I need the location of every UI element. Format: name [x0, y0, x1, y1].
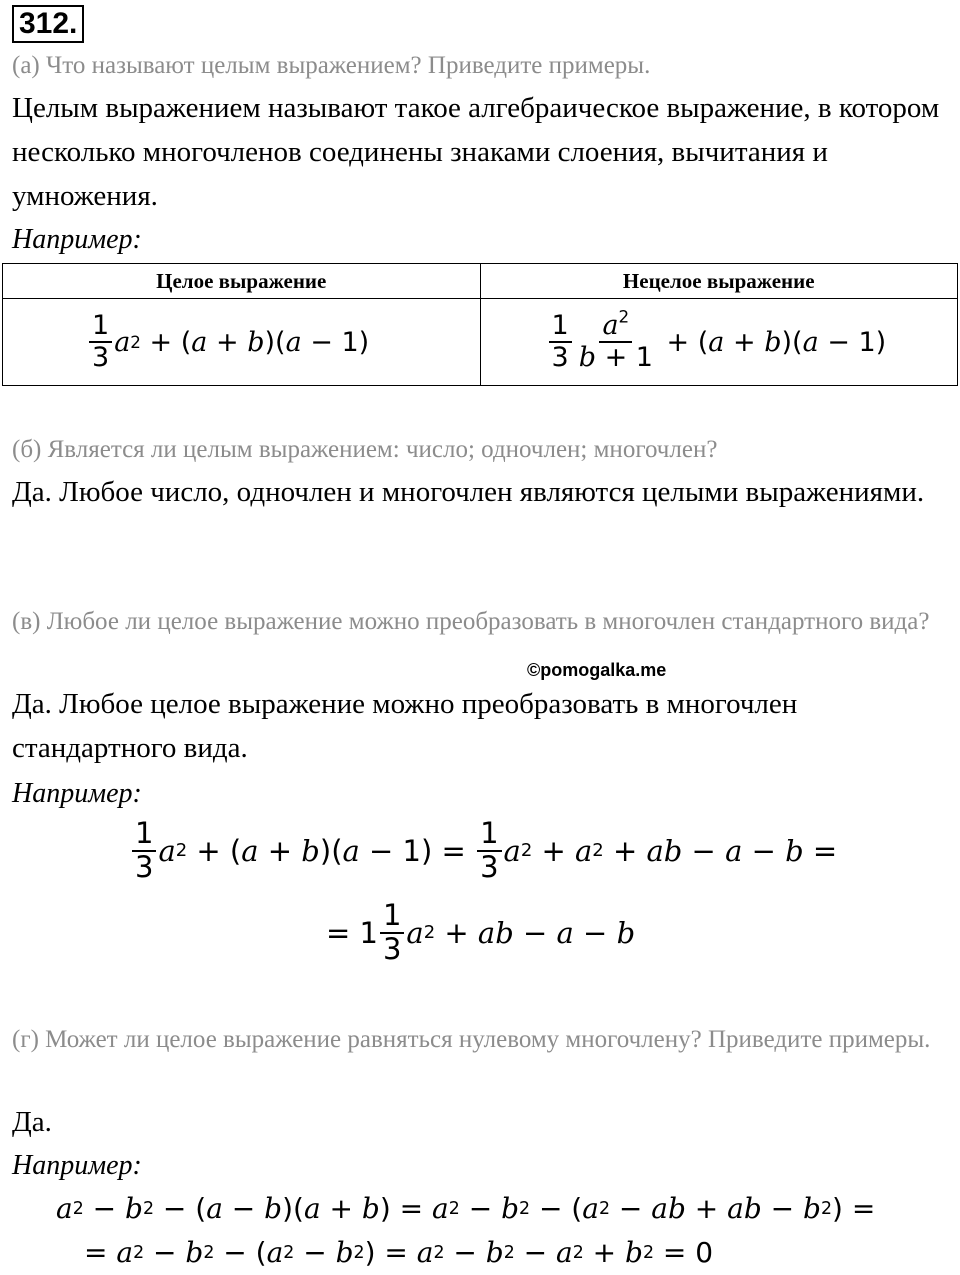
question-a: (а) Что называют целым выражением? Приведите примеры. [12, 52, 651, 79]
comparison-table [2, 263, 958, 386]
equation-d-line-2: = a 2 − b 2 − ( a 2 − b 2 ) = a 2 − b 2 − a 2 + b 2 = 0 [84, 1236, 714, 1269]
question-b: (б) Является ли целым выражением: число; одночлен; многочлен? [12, 436, 718, 463]
equation-c-line-2: = 1 $\frac{1}{3}$ a 2 + ab − a − b [326, 898, 636, 966]
example-label-c: Например: [12, 778, 142, 809]
table-cell-whole-expression: $\frac{1}{3}$ a 2 + ( a + b )( a − 1) [3, 299, 481, 386]
answer-d: Да. [12, 1106, 52, 1138]
answer-b: Да. Любое число, одночлен и многочлен являются целыми выражениями. [12, 476, 925, 508]
table-header-whole: Целое выражение [3, 264, 481, 299]
example-label-d: Например: [12, 1150, 142, 1181]
watermark: ©pomogalka.me [527, 660, 667, 680]
equation-c-line-1: $\frac{1}{3}$ a 2 + ( a + b )( a − 1) = $\frac{1}{3}$ a 2 + a 2 + ab − a − b = [130, 818, 837, 884]
equation-d-line-1: a 2 − b 2 − ( a − b )( a + b ) = a 2 − b 2 − ( a 2 − ab + ab − b 2 ) = [56, 1192, 876, 1225]
answer-a: Целым выражением называют такое алгебраическое выражение, в котором несколько многочленов соединены знаками слоения, вычитания и умножения. [12, 92, 940, 212]
example-label-a: Например: [12, 224, 142, 255]
table-header-non-whole: Нецелое выражение [480, 264, 958, 299]
answer-c: Да. Любое целое выражение можно преобразовать в многочлен стандартного вида. [12, 688, 798, 764]
problem-number: 312. [12, 5, 84, 43]
table-cell-non-whole-expression: $\frac{1}{3}$ $\frac{a^2}{b + 1}$ + ( a + b )( a − 1) [480, 299, 958, 386]
question-c: (в) Любое ли целое выражение можно преобразовать в многочлен стандартного вида? [12, 608, 930, 635]
question-d: (г) Может ли целое выражение равняться нулевому многочлену? Приведите примеры. [12, 1026, 931, 1053]
